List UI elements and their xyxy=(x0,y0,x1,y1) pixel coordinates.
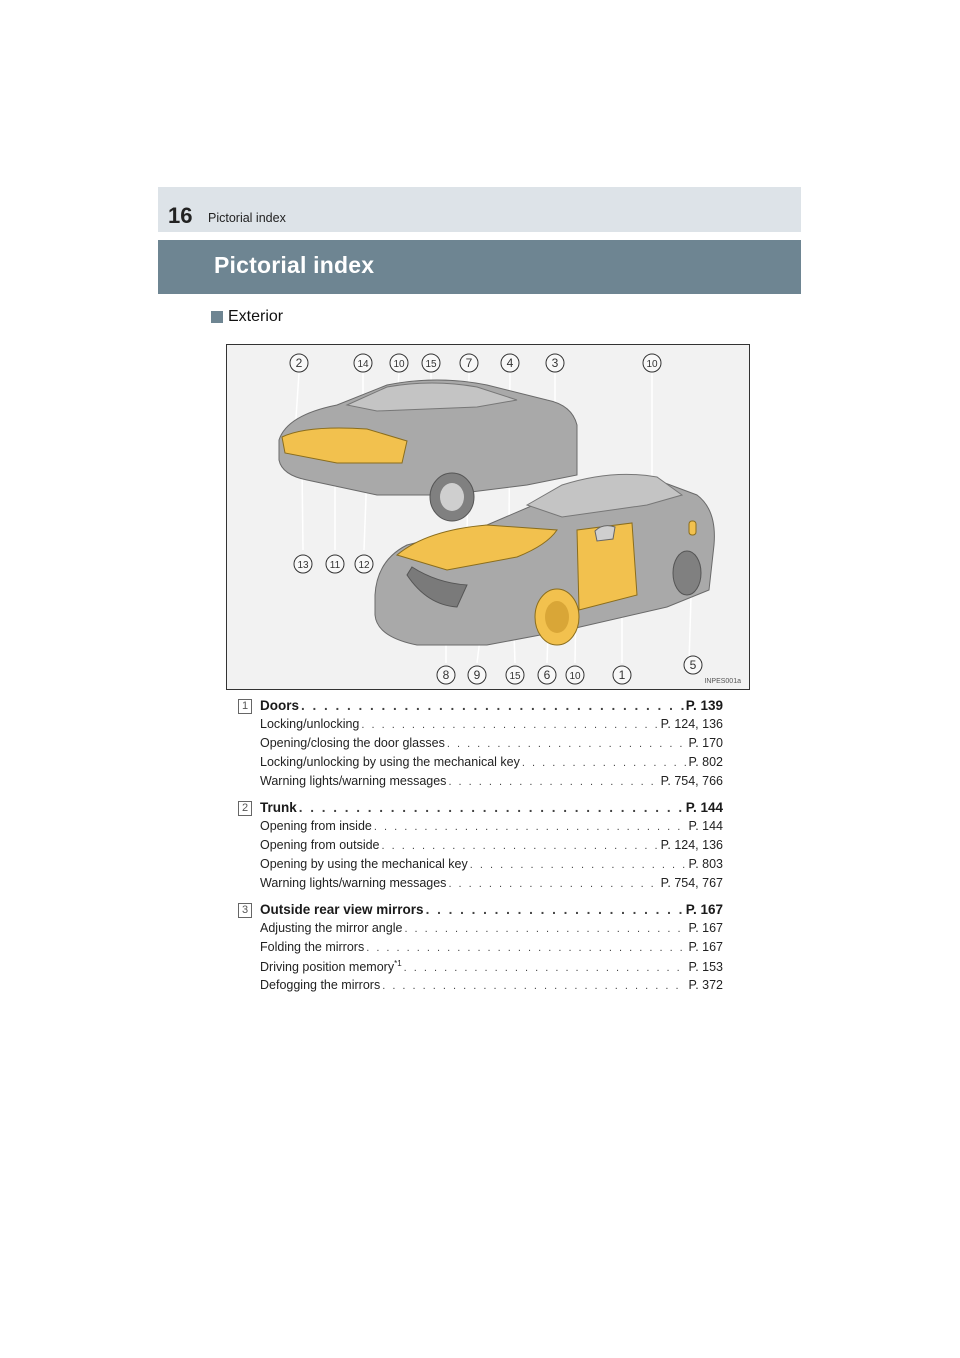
entry-page-ref: P. 144 xyxy=(685,800,723,815)
sub-row xyxy=(260,774,723,788)
sub-page-ref: P. 153 xyxy=(688,960,723,975)
sub-row xyxy=(260,736,723,750)
callout-left-13 xyxy=(294,555,312,573)
sub-label: Defogging the mirrors xyxy=(260,978,381,992)
sub-label: Opening/closing the door glasses xyxy=(260,736,445,750)
sub-label: Locking/unlocking xyxy=(260,717,360,731)
callout-bottom-8 xyxy=(437,666,455,684)
sub-label: Opening by using the mechanical key xyxy=(260,857,468,871)
sub-row xyxy=(260,819,723,833)
sub-label: Warning lights/warning messages xyxy=(260,876,447,890)
callout-top-label: 10 xyxy=(393,359,405,370)
sub-row xyxy=(260,717,723,731)
sub-label: Folding the mirrors xyxy=(260,940,365,954)
sub-label: Warning lights/warning messages xyxy=(260,774,447,788)
car-illustration xyxy=(227,345,749,689)
sub-label: Adjusting the mirror angle xyxy=(260,921,403,935)
figure-code: INPES001a xyxy=(704,678,741,685)
page-title: Pictorial index xyxy=(214,252,375,278)
callout-bottom-label: 8 xyxy=(442,668,450,682)
sub-page-ref: P. 170 xyxy=(688,736,723,750)
sub-page-ref: P. 167 xyxy=(688,940,723,954)
sub-row xyxy=(260,857,723,871)
entry-number-badge: 3 xyxy=(238,903,252,918)
sub-row xyxy=(260,755,723,769)
callout-top-label: 7 xyxy=(465,356,473,370)
header-bar xyxy=(158,187,801,232)
entry-number-badge: 1 xyxy=(238,699,252,714)
sub-page-ref: P. 144 xyxy=(688,819,723,833)
callout-bottom-label: 15 xyxy=(509,671,521,682)
callout-top-label: 10 xyxy=(646,359,658,370)
callout-top-3 xyxy=(546,354,564,372)
sub-page-ref: P. 754, 767 xyxy=(660,876,723,890)
callout-bottom-label: 10 xyxy=(569,671,581,682)
sub-label xyxy=(260,959,402,974)
sub-page-ref: P. 372 xyxy=(688,978,723,992)
rear-car xyxy=(279,380,577,521)
entry-main-row xyxy=(260,800,723,815)
callout-bottom-15 xyxy=(506,666,524,684)
sub-row xyxy=(260,940,723,954)
callouts-left xyxy=(294,555,373,573)
page-number: 16 xyxy=(168,203,193,228)
callout-left-label: 11 xyxy=(329,560,341,571)
entry-label: Outside rear view mirrors xyxy=(260,902,424,917)
sub-page-ref: P. 803 xyxy=(688,857,723,871)
entry-label: Doors xyxy=(260,698,300,713)
sub-page-ref: P. 802 xyxy=(688,755,723,769)
sub-page-ref: P. 124, 136 xyxy=(660,717,723,731)
entry-label: Trunk xyxy=(260,800,297,815)
entry-main-row xyxy=(260,902,723,917)
footnote-marker: *1 xyxy=(394,959,402,968)
callout-top-10b xyxy=(643,354,661,372)
sub-row xyxy=(260,876,723,890)
callout-bottom-9 xyxy=(468,666,486,684)
sub-page-ref: P. 167 xyxy=(688,921,723,935)
callout-bottom-5 xyxy=(684,656,702,674)
callout-bottom-label: 6 xyxy=(543,668,551,682)
callout-left-11 xyxy=(326,555,344,573)
sub-label-text: Driving position memory xyxy=(260,960,395,975)
section-heading xyxy=(211,308,283,326)
callout-bottom-label: 1 xyxy=(618,668,626,682)
sub-row xyxy=(260,838,723,852)
callout-left-label: 12 xyxy=(358,560,370,571)
callout-top-7 xyxy=(460,354,478,372)
square-bullet-icon xyxy=(211,311,223,323)
callout-top-2 xyxy=(290,354,308,372)
callout-top-4 xyxy=(501,354,519,372)
sub-page-ref: P. 124, 136 xyxy=(660,838,723,852)
callouts-top xyxy=(290,354,661,372)
entry-page-ref: P. 139 xyxy=(685,698,723,713)
callout-bottom-10 xyxy=(566,666,584,684)
callout-top-15 xyxy=(422,354,440,372)
sub-row xyxy=(260,978,723,992)
callout-top-label: 15 xyxy=(425,359,437,370)
callout-bottom-6 xyxy=(538,666,556,684)
section-heading-text: Exterior xyxy=(228,308,284,325)
callout-top-label: 2 xyxy=(295,356,303,370)
sub-row xyxy=(260,959,723,974)
sub-label: Opening from inside xyxy=(260,819,372,833)
sub-label: Locking/unlocking by using the mechanical key xyxy=(260,755,520,769)
running-title: Pictorial index xyxy=(208,211,286,225)
callout-bottom-label: 5 xyxy=(689,658,697,672)
sub-page-ref: P. 754, 766 xyxy=(660,774,723,788)
callout-left-12 xyxy=(355,555,373,573)
sub-row xyxy=(260,921,723,935)
entry-number-badge: 2 xyxy=(238,801,252,816)
callout-top-14 xyxy=(354,354,372,372)
callout-top-10a xyxy=(390,354,408,372)
entry-main-row xyxy=(260,698,723,713)
exterior-figure xyxy=(226,344,750,690)
entry-page-ref: P. 167 xyxy=(685,902,723,917)
callout-top-label: 4 xyxy=(506,356,514,370)
callout-bottom-1 xyxy=(613,666,631,684)
callout-bottom-label: 9 xyxy=(473,668,481,682)
front-car xyxy=(375,474,714,645)
callout-top-label: 3 xyxy=(551,356,559,370)
sub-label: Opening from outside xyxy=(260,838,380,852)
callout-left-label: 13 xyxy=(297,560,309,571)
callout-top-label: 14 xyxy=(357,359,369,370)
